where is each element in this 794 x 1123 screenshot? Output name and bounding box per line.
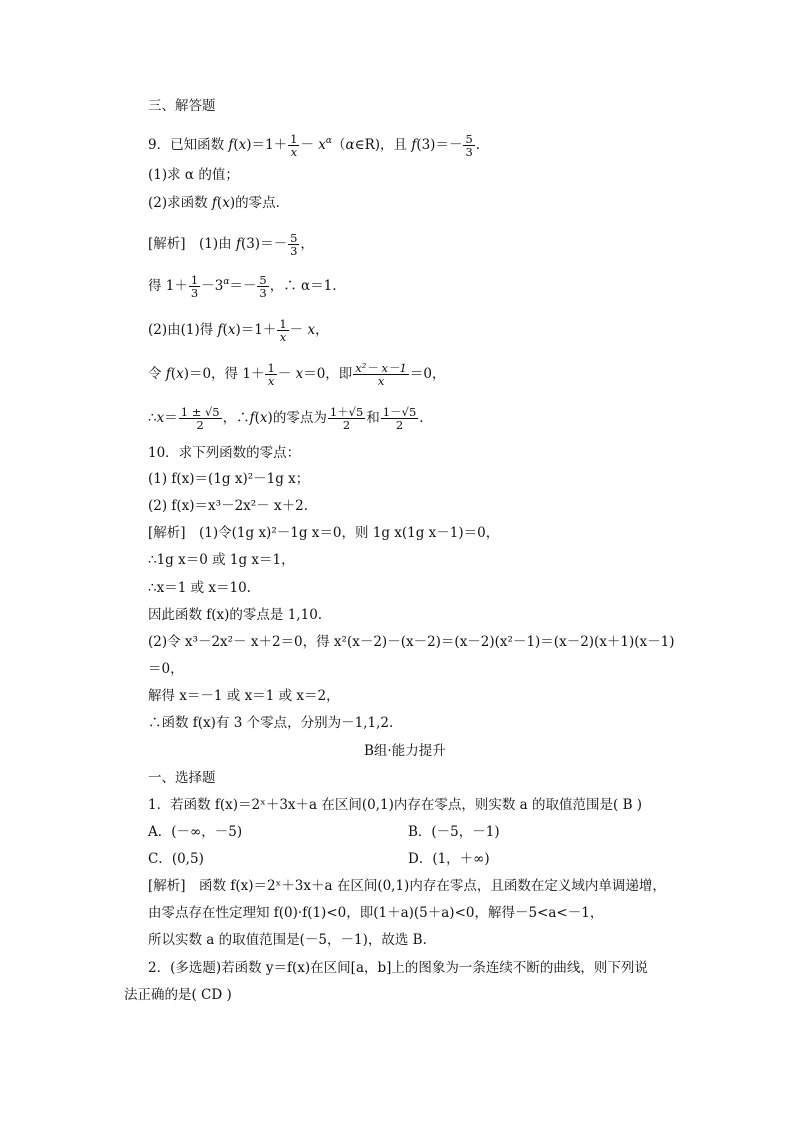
mc1-option-a: A．(－∞，－5) [148, 824, 243, 840]
section-title: 一、选择题 [148, 770, 216, 786]
mc1-solution-line1: [解析] 函数 f(x)＝2ˣ＋3x＋a 在区间(0,1)内存在零点，且函数在定义域内单调递增， [148, 878, 666, 894]
q10-solution-line8: ∴函数 f(x)有 3 个零点，分别为－1,1,2. [148, 715, 394, 731]
section-title: 三、解答题 [148, 98, 216, 114]
q9-solution-line4: 令 f(x)＝0，得 1＋ $\frac{1}{x}$ － x＝0，即 $\frac{\text{x²－ x－1}}{x}$ ＝0， [148, 361, 446, 388]
mc2-stem-line2: 法正确的是( CD ) [124, 987, 232, 1003]
fraction: $\frac{1}{3}$ [190, 273, 199, 300]
mc1-stem: 1．若函数 f(x)＝2ˣ＋3x＋a 在区间(0,1)内存在零点，则实数 a 的取值范围是( B ) [148, 797, 643, 813]
fraction: $\frac{1-√5}{2}$ [382, 405, 417, 432]
q10-stem: 10．求下列函数的零点： [148, 445, 301, 461]
mc1-option-c: C．(0,5) [148, 851, 204, 867]
q9-solution-line5: ∴x＝ $\frac{1 \pm √5}{2}$ ，∴f(x)的零点为 $\frac{1+√5}{2}$ 和 $\frac{1-√5}{2}$ . [148, 405, 424, 432]
q10-solution-line1: [解析] (1)令(1g x)²－1g x＝0，则 1g x(1g x－1)＝0， [148, 525, 500, 541]
q10-solution-line2: ∴1g x＝0 或 1g x＝1， [148, 552, 295, 568]
mc2-stem-line1: 2．(多选题)若函数 y＝f(x)在区间[a，b]上的图象为一条连续不断的曲线，则下列说 [148, 960, 648, 976]
fraction: $\frac{5}{3}$ [259, 273, 267, 300]
fraction: $\frac{1}{x}$ [290, 132, 298, 159]
q10-part2: (2) f(x)＝x³－2x²－ x＋2. [148, 498, 308, 514]
q10-solution-line5: (2)令 x³－2x²－ x＋2＝0，得 x²(x－2)－(x－2)＝(x－2)(x²－1)＝(x－2)(x＋1)(x－1) [148, 634, 675, 650]
q9-solution-line1: [解析] (1)由 f(3)＝－ $\frac{5}{3}$ ， [148, 231, 314, 258]
fraction: $\frac{5}{3}$ [465, 132, 473, 159]
mc1-option-d: D．(1，＋∞) [408, 851, 490, 867]
q9-part1: (1)求 α 的值； [148, 167, 239, 183]
fraction: $\frac{5}{3}$ [290, 231, 298, 258]
q9-part2: (2)求函数 f(x)的零点． [148, 195, 290, 211]
q10-solution-line3: ∴x＝1 或 x＝10. [148, 580, 251, 596]
q9-solution-line3: (2)由(1)得 f(x)＝1＋ $\frac{1}{x}$ － x， [148, 317, 329, 344]
fraction: $\frac{1 \pm √5}{2}$ [180, 405, 220, 432]
q10-part1: (1) f(x)＝(1g x)²－1g x； [148, 471, 310, 487]
q10-solution-line7: 解得 x＝－1 或 x＝1 或 x＝2， [148, 688, 340, 704]
fraction: $\frac{1}{x}$ [267, 361, 275, 388]
mc1-solution-line3: 所以实数 a 的取值范围是(－5，－1)，故选 B. [148, 932, 427, 948]
q10-solution-line4: 因此函数 f(x)的零点是 1,10. [148, 607, 323, 623]
fraction: $\frac{1}{x}$ [279, 317, 287, 344]
fraction: $\frac{1+√5}{2}$ [329, 405, 364, 432]
mc1-option-b: B．(－5，－1) [408, 824, 500, 840]
q10-solution-line6: ＝0， [148, 661, 184, 677]
group-title: B组·能力提升 [364, 743, 446, 759]
q9-solution-line2: 得 1＋ $\frac{1}{3}$ $-3^\alpha=-$ $\frac{5}{3}$ ，∴ α＝1. [148, 273, 337, 300]
mc1-solution-line2: 由零点存在性定理知 f(0)·f(1)<0，即(1＋a)(5＋a)<0，解得－5<a<－1， [148, 905, 604, 921]
fraction: $\frac{\text{x²－ x－1}}{x}$ [355, 361, 407, 388]
q9-stem: 9．已知函数 f(x)＝1＋ $\frac{1}{x}$ － $x^\alpha(\alpha\in R)$，且 f(3)＝－ $\frac{5}{3}$ . [148, 132, 481, 159]
